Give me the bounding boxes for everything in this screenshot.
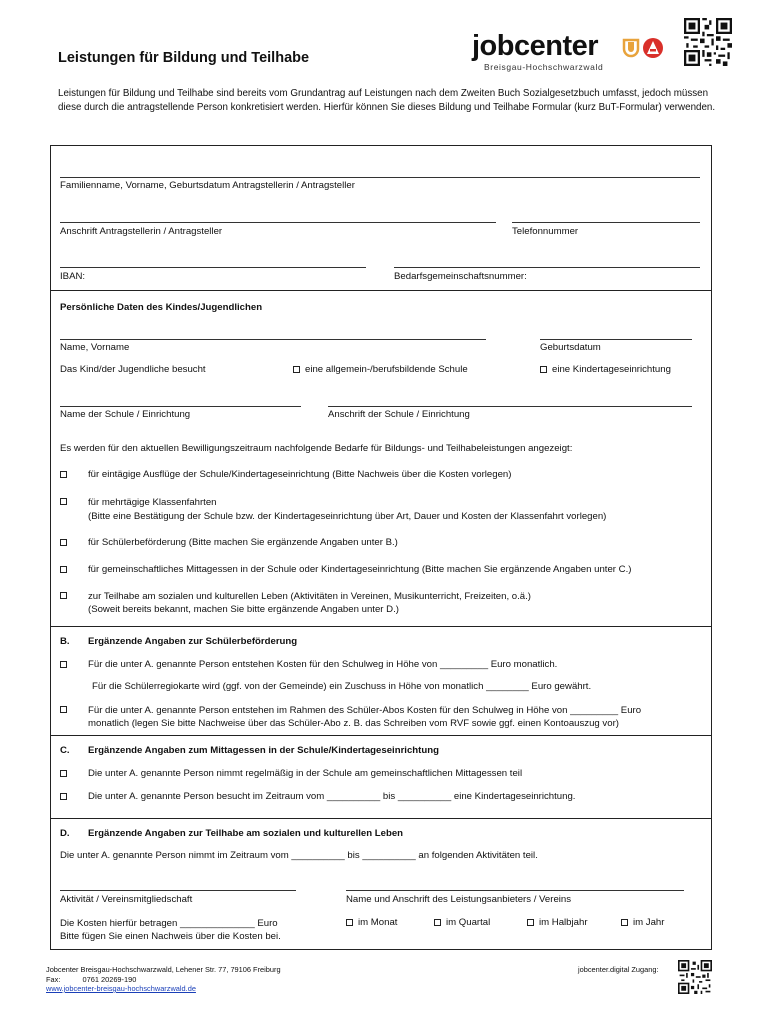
footer-address: Jobcenter Breisgau-Hochschwarzwald, Lehener Str. 77, 79106 Freiburg: [46, 965, 281, 974]
day-trip-checkbox[interactable]: [60, 471, 67, 478]
participation-line2: (Soweit bereits bekannt, machen Sie bitte ergänzende Angaben unter D.): [88, 604, 399, 615]
activity-field[interactable]: [60, 890, 296, 891]
section-d-intro: Die unter A. genannte Person nimmt im Zeitraum vom __________ bis __________ an folgenden Aktivitäten teil.: [60, 850, 538, 861]
logo-subtitle: Breisgau-Hochschwarzwald: [484, 62, 604, 72]
class-trip-checkbox[interactable]: [60, 498, 67, 505]
kita-period-label: Die unter A. genannte Person besucht im Zeitraum vom __________ bis __________ eine Kindertageseinrichtung.: [88, 791, 576, 802]
school-route-cost-checkbox[interactable]: [60, 661, 67, 668]
period-month-checkbox[interactable]: [346, 919, 353, 926]
website-link[interactable]: www.jobcenter-breisgau-hochschwarzwald.de: [46, 984, 196, 993]
section-d-heading: Ergänzende Angaben zur Teilhabe am sozialen und kulturellen Leben: [88, 828, 404, 839]
section-divider: [50, 290, 712, 291]
class-trip-line1: für mehrtägige Klassenfahrten: [88, 497, 217, 508]
kita-period-checkbox[interactable]: [60, 793, 67, 800]
cost-line1: Die Kosten hierfür betragen ______________ Euro: [60, 918, 278, 929]
school-name-label: Name der Schule / Einrichtung: [60, 409, 191, 420]
school-name-field[interactable]: [60, 406, 301, 407]
jobcenter-logo: [472, 32, 667, 72]
cost-text: [60, 917, 281, 943]
qr-code-icon: [684, 18, 732, 66]
school-address-label: Anschrift der Schule / Einrichtung: [328, 409, 470, 420]
participation-line1: zur Teilhabe am sozialen und kulturellen Leben (Aktivitäten in Vereinen, Musikunterricht, Freizeiten, o.ä.): [88, 591, 531, 602]
iban-field[interactable]: [60, 267, 366, 268]
qr-code-icon: [678, 960, 712, 994]
attends-label: Das Kind/der Jugendliche besucht: [60, 364, 206, 375]
school-address-field[interactable]: [328, 406, 692, 407]
period-quarter-label: im Quartal: [446, 917, 491, 928]
class-trip-line2: (Bitte eine Bestätigung der Schule bzw. der Kindertageseinrichtung über Art, Dauer und Kosten der Klassenfahrt vorlegen): [88, 511, 607, 522]
transport-label: für Schülerbeförderung (Bitte machen Sie ergänzende Angaben unter B.): [88, 537, 398, 548]
intro-text: Leistungen für Bildung und Teilhabe sind bereits vom Grundantrag auf Leistungen nach dem Zweiten Buch Sozialgesetzbuch umfasst, jedoch müssen diese durch die antragstellende Person konkretisiert werden. Hierfür können Sie dieses Bildung und Teilhabe Formular (kurz BuT-Formular) verwenden.: [58, 88, 716, 113]
child-heading: Persönliche Daten des Kindes/Jugendlichen: [60, 302, 263, 313]
provider-field[interactable]: [346, 890, 684, 891]
birthdate-label: Geburtsdatum: [540, 342, 601, 353]
phone-label: Telefonnummer: [512, 226, 579, 237]
period-quarter-checkbox[interactable]: [434, 919, 441, 926]
lunch-label: für gemeinschaftliches Mittagessen in der Schule oder Kindertageseinrichtung (Bitte machen Sie ergänzende Angaben unter C.): [88, 564, 632, 575]
kita-checkbox[interactable]: [540, 366, 547, 373]
section-divider: [50, 818, 712, 819]
applicant-name-label: Familienname, Vorname, Geburtsdatum Antragstellerin / Antragsteller: [60, 180, 355, 191]
kita-option-label: eine Kindertageseinrichtung: [552, 364, 671, 375]
schueler-abo-line1: Für die unter A. genannte Person entstehen im Rahmen des Schüler-Abos Kosten für den Schulweg in Höhe von _________ Euro: [88, 705, 642, 716]
birthdate-field[interactable]: [540, 339, 692, 340]
digital-access-label: jobcenter.digital Zugang:: [578, 965, 659, 974]
phone-field[interactable]: [512, 222, 700, 223]
page-title: Leistungen für Bildung und Teilhabe: [58, 50, 310, 66]
section-c-heading: Ergänzende Angaben zum Mittagessen in der Schule/Kindertageseinrichtung: [88, 745, 439, 756]
applicant-name-field[interactable]: [60, 177, 700, 178]
activity-label: Aktivität / Vereinsmitgliedschaft: [60, 894, 193, 905]
fax-number: 0761 20269-190: [82, 974, 137, 984]
day-trip-label: für eintägige Ausflüge der Schule/Kindertageseinrichtung (Bitte Nachweis über die Kosten vorlegen): [88, 469, 512, 480]
class-trip-label: [88, 496, 606, 523]
school-lunch-label: Die unter A. genannte Person nimmt regelmäßig in der Schule am gemeinschaftlichen Mittagessen teil: [88, 768, 523, 779]
schueler-abo-checkbox[interactable]: [60, 706, 67, 713]
period-year-checkbox[interactable]: [621, 919, 628, 926]
section-divider: [50, 735, 712, 736]
period-halfyear-label: im Halbjahr: [539, 917, 588, 928]
regiokarte-subsidy-label: Für die Schülerregiokarte wird (ggf. von der Gemeinde) ein Zuschuss in Höhe von monatlich ________ Euro gewährt.: [92, 681, 592, 692]
section-b-letter: B.: [60, 636, 70, 647]
period-year-label: im Jahr: [633, 917, 665, 928]
participation-label: [88, 590, 531, 616]
logo-wordmark: jobcenter: [472, 30, 599, 62]
section-divider: [50, 626, 712, 627]
section-c-letter: C.: [60, 745, 70, 756]
schueler-abo-line2: monatlich (legen Sie bitte Nachweise über das Schüler-Abo z. B. das Schreiben vom RVF sowie ggf. einen Kontoauszug vor): [88, 718, 619, 729]
iban-label: IBAN:: [60, 271, 86, 282]
lunch-checkbox[interactable]: [60, 566, 67, 573]
child-name-label: Name, Vorname: [60, 342, 130, 353]
section-a-intro: Es werden für den aktuellen Bewilligungszeitraum nachfolgende Bedarfe für Bildungs- und Teilhabeleistungen angezeigt:: [60, 443, 573, 454]
period-halfyear-checkbox[interactable]: [527, 919, 534, 926]
logo-mark-icon: [622, 36, 664, 60]
fax-label: Fax:: [46, 974, 61, 984]
applicant-address-label: Anschrift Antragstellerin / Antragsteller: [60, 226, 223, 237]
school-lunch-checkbox[interactable]: [60, 770, 67, 777]
period-month-label: im Monat: [358, 917, 398, 928]
school-option-label: eine allgemein-/berufsbildende Schule: [305, 364, 468, 375]
schueler-abo-label: [88, 704, 641, 730]
school-route-cost-label: Für die unter A. genannte Person entstehen Kosten für den Schulweg in Höhe von _________ Euro monatlich.: [88, 659, 558, 670]
provider-label: Name und Anschrift des Leistungsanbieters / Vereins: [346, 894, 572, 905]
bg-number-field[interactable]: [394, 267, 700, 268]
bg-number-label: Bedarfsgemeinschaftsnummer:: [394, 271, 527, 282]
applicant-address-field[interactable]: [60, 222, 496, 223]
footer-address-block: [46, 965, 281, 994]
school-checkbox[interactable]: [293, 366, 300, 373]
transport-checkbox[interactable]: [60, 539, 67, 546]
child-name-field[interactable]: [60, 339, 486, 340]
participation-checkbox[interactable]: [60, 592, 67, 599]
cost-line2: Bitte fügen Sie einen Nachweis über die Kosten bei.: [60, 931, 281, 942]
section-d-letter: D.: [60, 828, 70, 839]
section-b-heading: Ergänzende Angaben zur Schülerbeförderung: [88, 636, 298, 647]
footer-fax: [46, 975, 281, 985]
